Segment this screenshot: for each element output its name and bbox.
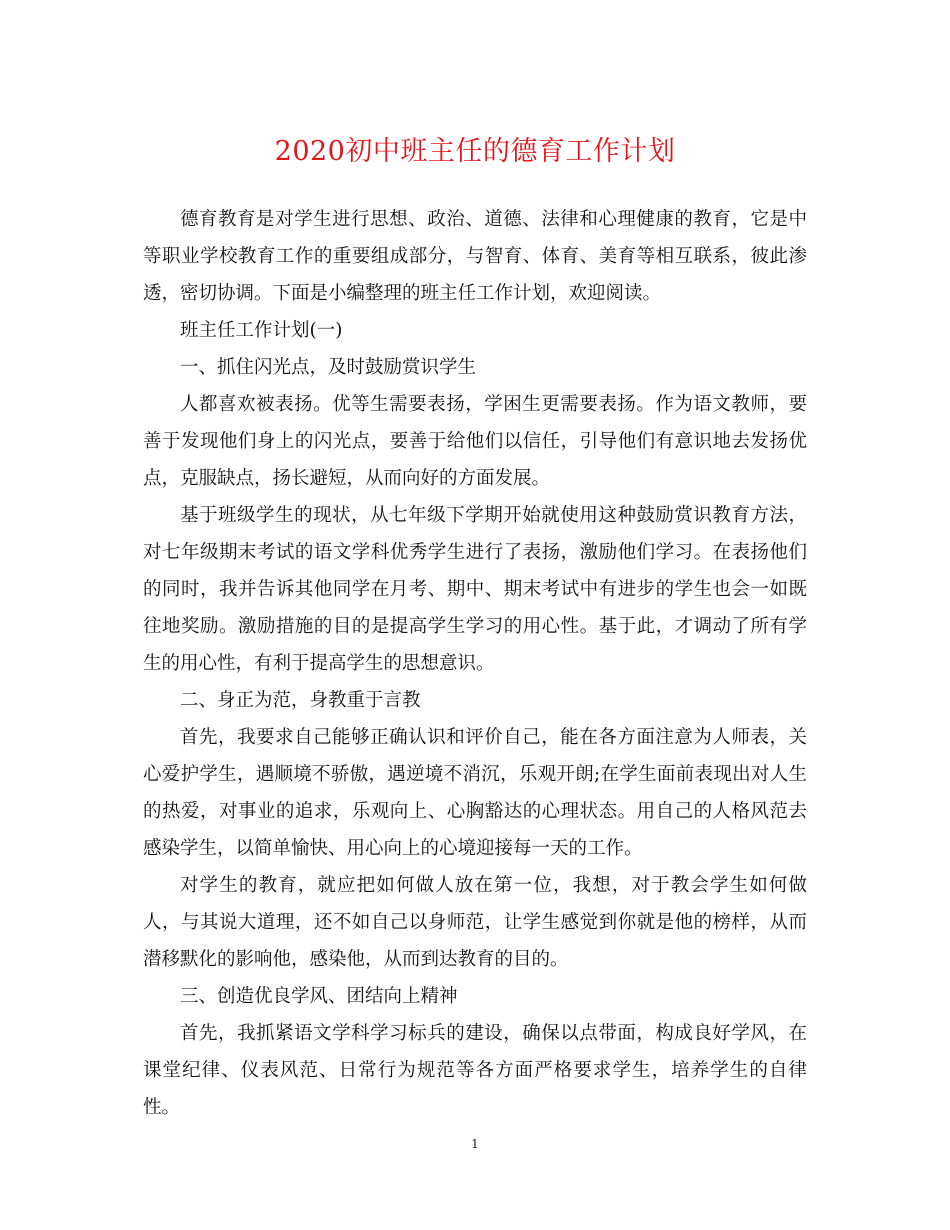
body-paragraph: 首先，我抓紧语文学科学习标兵的建设，确保以点带面，构成良好学风，在课堂纪律、仪表风范、日常行为规范等各方面严格要求学生，培养学生的自律性。: [143, 1023, 807, 1118]
section-heading-one: 一、抓住闪光点，及时鼓励赏识学生: [180, 357, 477, 378]
section-heading-plan-one: 班主任工作计划(一): [180, 320, 343, 341]
section-heading-three: 三、创造优良学风、团结向上精神: [180, 986, 458, 1007]
body-paragraph: 基于班级学生的现状，从七年级下学期开始就使用这种鼓励赏识教育方法，对七年级期末考试的语文学科优秀学生进行了表扬，激励他们学习。在表扬他们的同时，我并告诉其他同学在月考、期中、期末考试中有进步的学生也会一如既往地奖励。激励措施的目的是提高学生学习的用心性。基于此，才调动了所有学生的用心性，有利于提高学生的思想意识。: [143, 505, 807, 674]
page-number: 1: [471, 1137, 479, 1151]
body-paragraph: 人都喜欢被表扬。优等生需要表扬，学困生更需要表扬。作为语文教师，要善于发现他们身上的闪光点，要善于给他们以信任，引导他们有意识地去发扬优点，克服缺点，扬长避短，从而向好的方面发展。: [143, 394, 807, 489]
section-heading-two: 二、身正为范，身教重于言教: [180, 690, 421, 711]
body-paragraph: 首先，我要求自己能够正确认识和评价自己，能在各方面注意为人师表，关心爱护学生，遇顺境不骄傲，遇逆境不消沉，乐观开朗;在学生面前表现出对人生的热爱，对事业的追求，乐观向上、心胸豁达的心理状态。用自己的人格风范去感染学生，以简单愉快、用心向上的心境迎接每一天的工作。: [143, 727, 807, 859]
document-body: [143, 201, 807, 1126]
body-paragraph: 对学生的教育，就应把如何做人放在第一位，我想，对于教会学生如何做人，与其说大道理，还不如自己以身师范，让学生感觉到你就是他的榜样，从而潜移默化的影响他，感染他，从而到达教育的目的。: [143, 875, 807, 970]
document-title: 2020初中班主任的德育工作计划: [274, 136, 676, 167]
intro-paragraph: 德育教育是对学生进行思想、政治、道德、法律和心理健康的教育，它是中等职业学校教育工作的重要组成部分，与智育、体育、美育等相互联系，彼此渗透，密切协调。下面是小编整理的班主任工作计划，欢迎阅读。: [143, 209, 807, 304]
